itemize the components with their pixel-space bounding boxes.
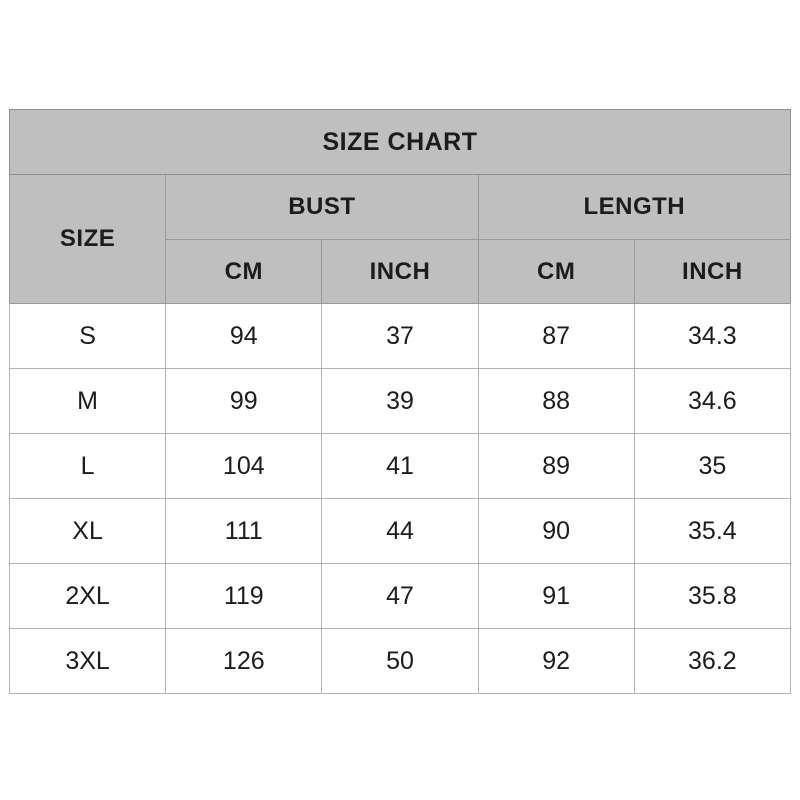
length-inch-cell: 35.8 xyxy=(634,564,790,629)
column-header-bust: BUST xyxy=(166,175,478,240)
size-chart-table xyxy=(9,109,791,694)
bust-inch-cell: 44 xyxy=(322,499,478,564)
bust-inch-cell: 47 xyxy=(322,564,478,629)
group-header-row xyxy=(10,175,791,240)
size-chart-title: SIZE CHART xyxy=(10,110,791,175)
title-row xyxy=(10,110,791,175)
bust-cm-cell: 111 xyxy=(166,499,322,564)
length-inch-cell: 35 xyxy=(634,434,790,499)
bust-cm-cell: 99 xyxy=(166,369,322,434)
bust-inch-cell: 37 xyxy=(322,304,478,369)
size-cell: XL xyxy=(10,499,166,564)
length-cm-cell: 87 xyxy=(478,304,634,369)
column-header-length: LENGTH xyxy=(478,175,790,240)
column-header-size: SIZE xyxy=(10,175,166,304)
bust-inch-cell: 39 xyxy=(322,369,478,434)
bust-cm-cell: 126 xyxy=(166,629,322,694)
column-header-bust-cm: CM xyxy=(166,240,322,304)
column-header-length-cm: CM xyxy=(478,240,634,304)
length-inch-cell: 36.2 xyxy=(634,629,790,694)
length-inch-cell: 34.3 xyxy=(634,304,790,369)
size-cell: M xyxy=(10,369,166,434)
table-row-l xyxy=(10,434,791,499)
length-cm-cell: 88 xyxy=(478,369,634,434)
table-row-3xl xyxy=(10,629,791,694)
length-cm-cell: 90 xyxy=(478,499,634,564)
bust-cm-cell: 119 xyxy=(166,564,322,629)
length-cm-cell: 92 xyxy=(478,629,634,694)
bust-cm-cell: 94 xyxy=(166,304,322,369)
length-cm-cell: 91 xyxy=(478,564,634,629)
table-row-m xyxy=(10,369,791,434)
bust-inch-cell: 50 xyxy=(322,629,478,694)
size-cell: S xyxy=(10,304,166,369)
bust-cm-cell: 104 xyxy=(166,434,322,499)
table-row-xl xyxy=(10,499,791,564)
length-cm-cell: 89 xyxy=(478,434,634,499)
column-header-length-inch: INCH xyxy=(634,240,790,304)
table-row-2xl xyxy=(10,564,791,629)
length-inch-cell: 34.6 xyxy=(634,369,790,434)
size-cell: L xyxy=(10,434,166,499)
length-inch-cell: 35.4 xyxy=(634,499,790,564)
size-cell: 2XL xyxy=(10,564,166,629)
column-header-bust-inch: INCH xyxy=(322,240,478,304)
bust-inch-cell: 41 xyxy=(322,434,478,499)
size-cell: 3XL xyxy=(10,629,166,694)
table-row-s xyxy=(10,304,791,369)
